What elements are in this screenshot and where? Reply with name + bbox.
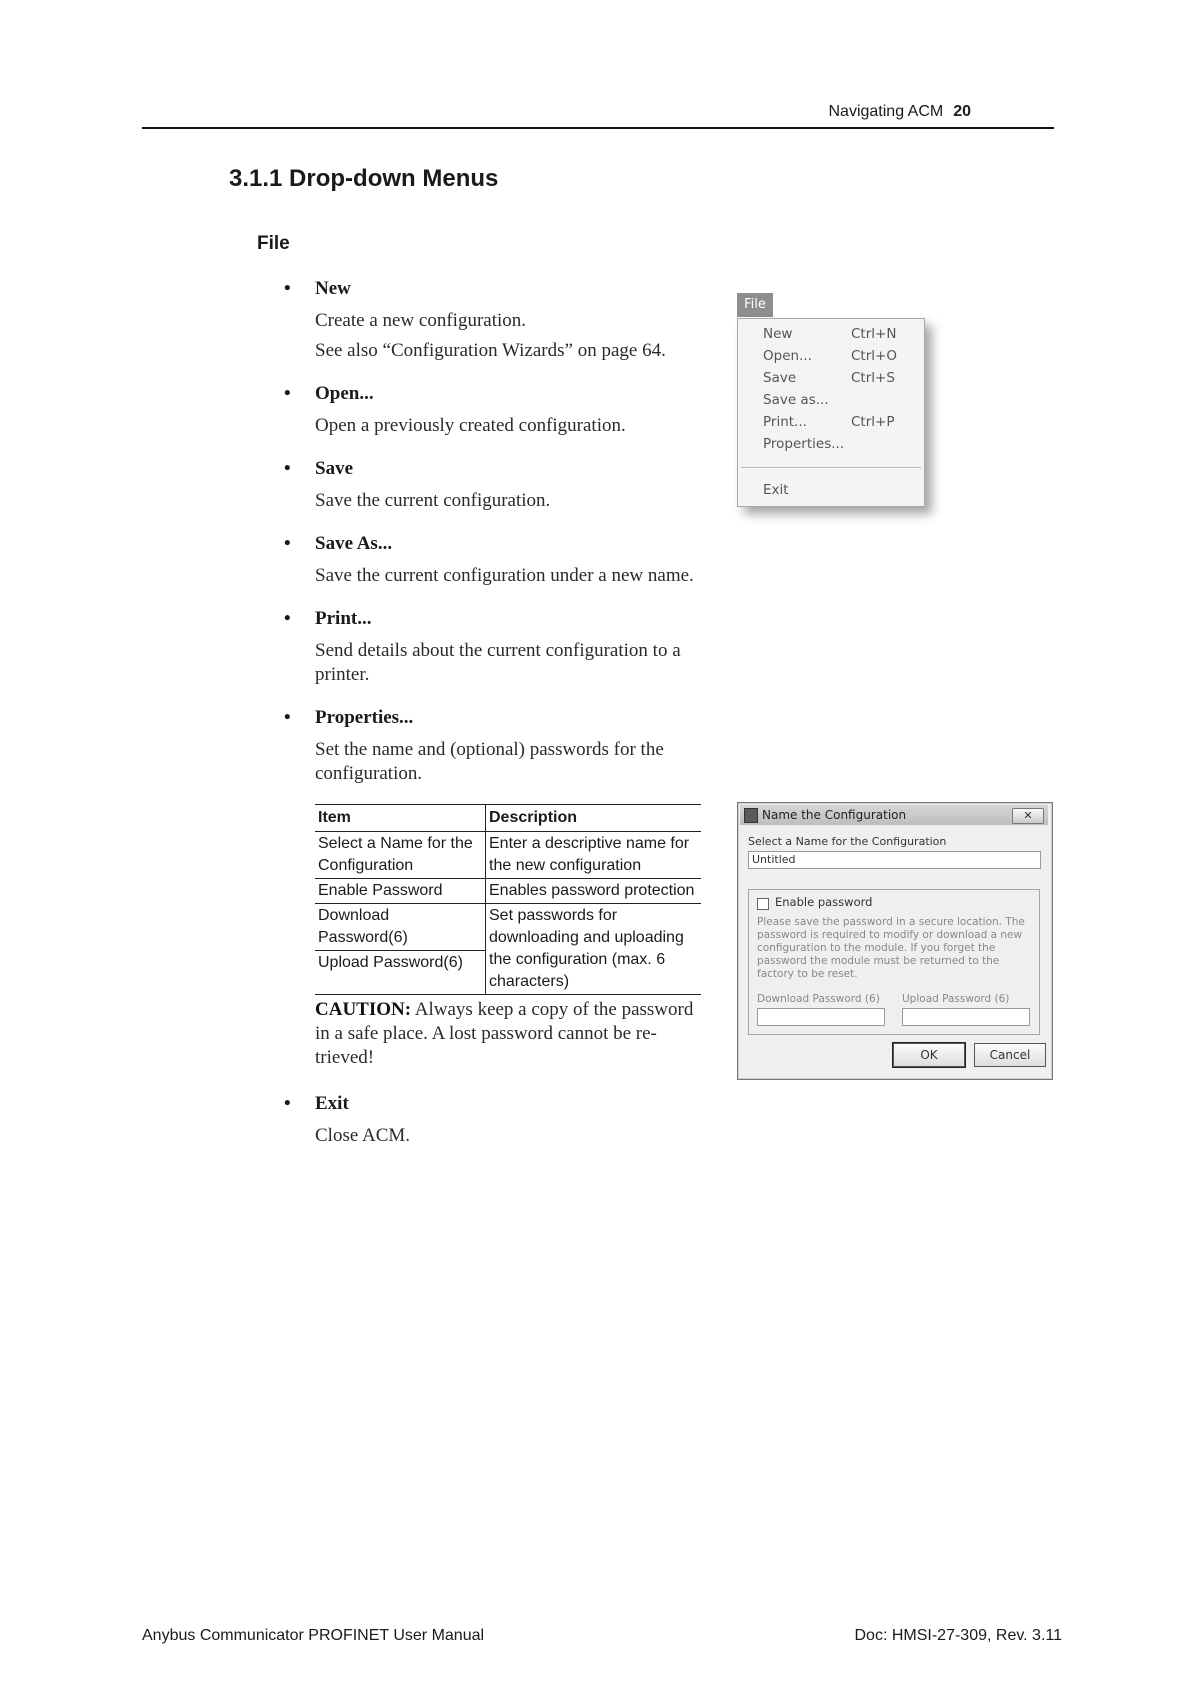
menu-item-exit[interactable]: [738, 479, 924, 501]
item-desc-save-as: Save the current configuration under a new name.: [315, 565, 694, 586]
bullet: •: [284, 458, 291, 479]
item-desc-exit: Close ACM.: [315, 1125, 411, 1146]
bullet: •: [284, 1093, 291, 1114]
name-configuration-dialog: [737, 802, 1053, 1080]
menu-item-new[interactable]: [738, 323, 924, 345]
menu-item-label: Properties...: [763, 436, 845, 452]
section-title: 3.1.1 Drop-down Menus: [229, 165, 499, 192]
footer-title: Anybus Communicator PROFINET User Manual: [142, 1627, 485, 1644]
menu-item-open[interactable]: [738, 345, 924, 367]
item-title-new: New: [315, 278, 351, 299]
table-header-description: Description: [486, 805, 702, 832]
item-desc-new: Create a new configuration.: [315, 310, 527, 331]
file-menu-dropdown: [737, 318, 925, 507]
menu-separator: [741, 467, 921, 469]
menu-item-shortcut: Ctrl+N: [851, 326, 897, 342]
dialog-titlebar: [740, 805, 1048, 825]
menu-item-shortcut: Ctrl+O: [851, 348, 897, 364]
header-rule: [142, 127, 1054, 129]
item-desc-properties: Set the name and (optional) passwords for the configuration.: [315, 739, 664, 784]
item-title-save: Save: [315, 458, 353, 479]
bullet: •: [284, 533, 291, 554]
caution-note: [315, 998, 710, 1070]
menu-item-label: Save: [763, 370, 797, 386]
menu-item-label: Open...: [763, 348, 812, 364]
table-cell-description: Enter a descriptive name for the new configuration: [486, 832, 702, 879]
caution-text: Always keep a copy of the password in a safe place. A lost password cannot be re-trieved!: [315, 999, 694, 1068]
dialog-title: Name the Configuration: [762, 808, 907, 822]
table-row: [315, 879, 701, 904]
menu-item-print[interactable]: [738, 411, 924, 433]
name-input[interactable]: Untitled: [748, 851, 1041, 869]
upload-password-input[interactable]: [902, 1008, 1030, 1026]
menu-item-shortcut: Ctrl+P: [851, 414, 895, 430]
table-cell-item: Select a Name for the Configuration: [315, 832, 486, 879]
table-cell-description: Set passwords for downloading and uploading the configuration (max. 6 characters): [486, 904, 702, 995]
item-title-exit: Exit: [315, 1093, 349, 1114]
item-desc-print: Send details about the current configuration to a printer.: [315, 640, 681, 685]
menu-item-label: New: [763, 326, 793, 342]
enable-password-label[interactable]: Enable password: [775, 895, 873, 909]
bullet: •: [284, 278, 291, 299]
bullet: •: [284, 383, 291, 404]
item-title-properties: Properties...: [315, 707, 414, 728]
table-row: [315, 904, 701, 995]
item-desc-open: Open a previously created configuration.: [315, 415, 626, 436]
item-desc-save: Save the current configuration.: [315, 490, 551, 511]
bullet: •: [284, 608, 291, 629]
table-cell-item: Download Password(6): [315, 904, 485, 951]
file-menu-tab[interactable]: File: [737, 293, 773, 317]
table-cell-item: Enable Password: [315, 879, 486, 904]
enable-password-checkbox[interactable]: [757, 898, 769, 910]
app-icon: [744, 808, 758, 823]
menu-item-label: Print...: [763, 414, 807, 430]
item-desc-new-see-also: See also “Configuration Wizards” on page 64.: [315, 340, 666, 361]
table-cell-item: Upload Password(6): [318, 954, 463, 971]
download-password-label: Download Password (6): [757, 993, 880, 1005]
file-menu-screenshot: [737, 293, 947, 533]
password-note: Please save the password in a secure location. The password is required to modify or download a new configuration to the module. If you forget the password the module must be returned to the factory to be reset.: [757, 916, 1025, 980]
cancel-button[interactable]: Cancel: [974, 1043, 1046, 1067]
name-label: Select a Name for the Configuration: [748, 835, 947, 848]
table-cell-description: Enables password protection: [486, 879, 702, 904]
bullet: •: [284, 707, 291, 728]
page-number: 20: [953, 103, 971, 120]
ok-button[interactable]: OK: [893, 1043, 965, 1067]
item-title-save-as: Save As...: [315, 533, 393, 554]
table-header-row: [315, 805, 701, 832]
table-row: [315, 832, 701, 879]
item-title-print: Print...: [315, 608, 372, 629]
menu-item-label: Exit: [763, 482, 789, 498]
menu-item-shortcut: Ctrl+S: [851, 370, 895, 386]
table-header-item: Item: [315, 805, 486, 832]
download-password-input[interactable]: [757, 1008, 885, 1026]
menu-item-save[interactable]: [738, 367, 924, 389]
upload-password-label: Upload Password (6): [902, 993, 1010, 1005]
item-title-open: Open...: [315, 383, 374, 404]
menu-item-properties[interactable]: [738, 433, 924, 455]
password-group: [748, 889, 1040, 1035]
menu-item-save-as[interactable]: [738, 389, 924, 411]
caution-label: CAUTION:: [315, 999, 412, 1020]
page-header: [828, 103, 971, 121]
close-button[interactable]: ✕: [1012, 808, 1044, 824]
menu-item-label: Save as...: [763, 392, 829, 408]
table-cell-item-pair: [315, 904, 486, 995]
footer-doc-ref: Doc: HMSI-27-309, Rev. 3.11: [854, 1627, 1062, 1644]
file-heading: File: [257, 233, 290, 254]
properties-table: [315, 804, 701, 995]
header-section: Navigating ACM: [828, 103, 944, 120]
